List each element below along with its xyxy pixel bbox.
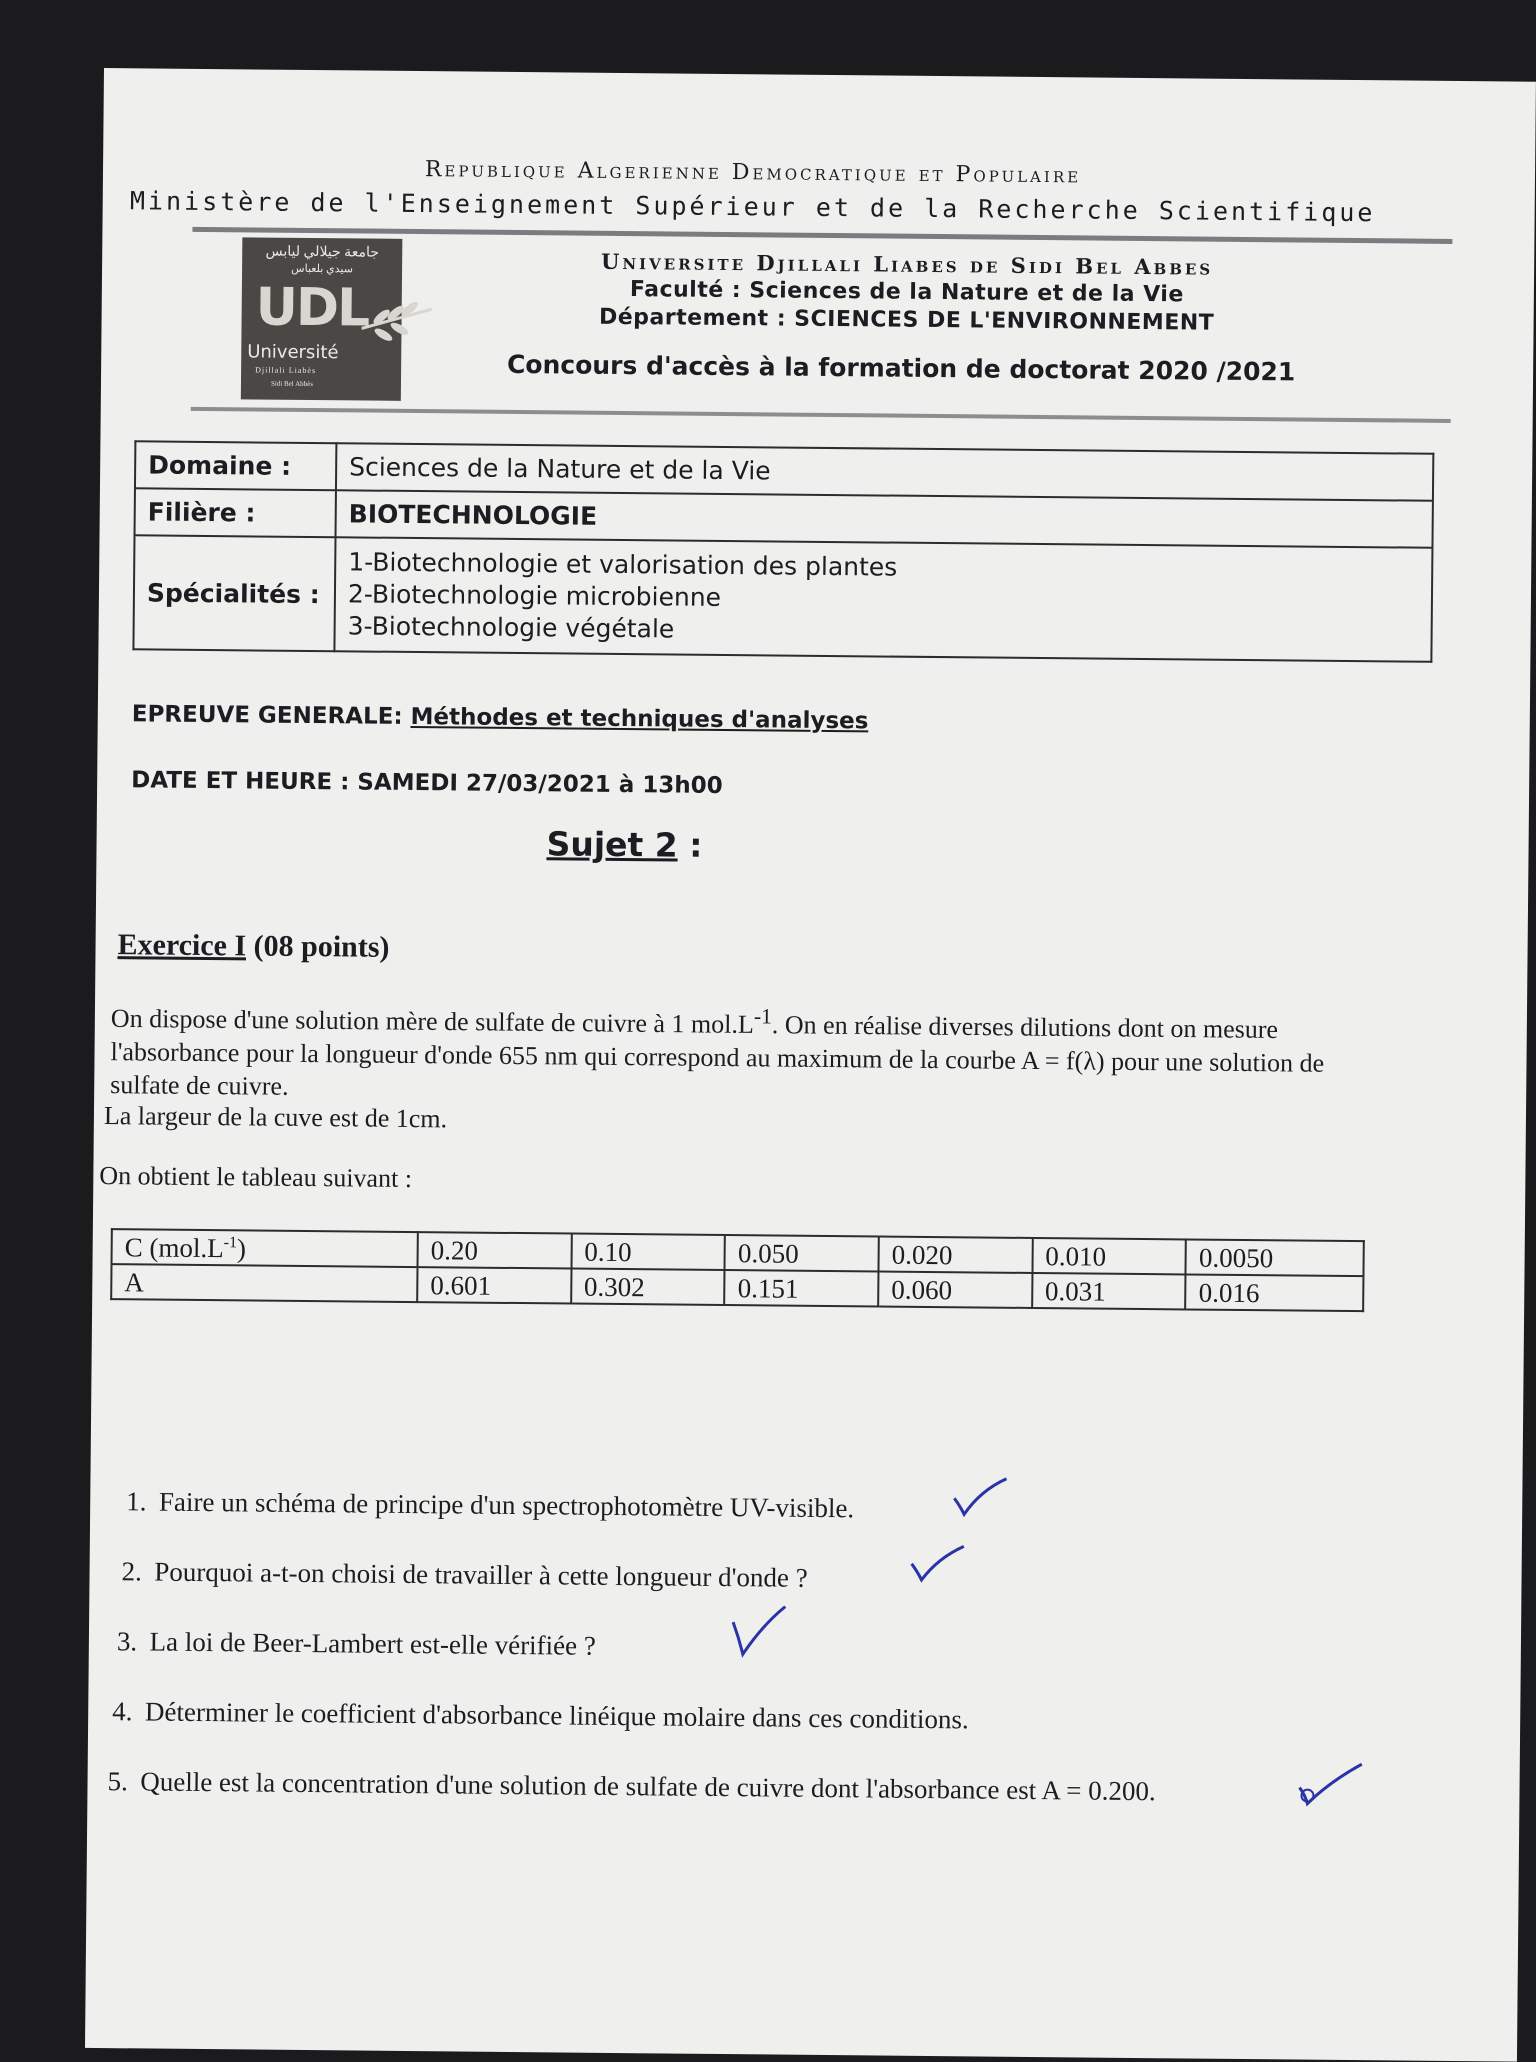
date-line: DATE ET HEURE : SAMEDI 27/03/2021 à 13h00: [131, 767, 723, 799]
absorbance-cell: 0.151: [724, 1270, 878, 1306]
leaf-icon: [361, 268, 432, 389]
absorbance-header: A: [111, 1264, 417, 1302]
question-5: 5. Quelle est la concentration d'une solution de sulfate de cuivre dont l'absorbance est A = 0.200.: [107, 1766, 1156, 1807]
specialites-label: Spécialités :: [133, 535, 335, 651]
absorbance-cell: 0.601: [417, 1267, 571, 1303]
department-name: Département : SCIENCES DE L'ENVIRONNEMENT: [598, 304, 1215, 336]
concentration-cell: 0.0050: [1186, 1239, 1364, 1276]
faculty-name: Faculté : Sciences de la Nature et de la Vie: [629, 277, 1184, 308]
absorbance-cell: 0.060: [878, 1271, 1032, 1307]
exercise-title: Exercice I (08 points): [117, 928, 390, 964]
concentration-cell: 0.020: [878, 1236, 1032, 1272]
republic-header: Republique Algerienne Democratique et Populaire: [424, 157, 1082, 189]
concentration-cell: 0.050: [725, 1235, 879, 1271]
cuve-text: La largeur de la cuve est de 1cm.: [103, 1101, 448, 1134]
question-2: 2. Pourquoi a-t-on choisi de travailler à cette longueur d'onde ?: [121, 1556, 808, 1593]
filiere-value: BIOTECHNOLOGIE: [336, 490, 1433, 548]
epreuve-label: EPREUVE GENERALE:: [131, 701, 403, 730]
absorbance-cell: 0.016: [1185, 1274, 1363, 1311]
concentration-header: C $(mol.L^{-1})$: [112, 1229, 418, 1267]
tableau-intro: On obtient le tableau suivant :: [99, 1161, 413, 1194]
header-rule-bottom: [191, 407, 1451, 423]
domaine-value: Sciences de la Nature et de la Vie: [336, 443, 1433, 501]
data-table: [110, 1228, 1365, 1312]
info-table: [132, 440, 1434, 662]
epreuve-value: Méthodes et techniques d'analyses: [410, 703, 869, 735]
absorbance-cell: 0.031: [1032, 1273, 1186, 1309]
contest-title: Concours d'accès à la formation de doctorat 2020 /2021: [506, 349, 1296, 387]
question-3: 3. La loi de Beer-Lambert est-elle vérifiée ?: [116, 1626, 596, 1661]
sujet-title: Sujet 2 :: [546, 824, 703, 865]
university-logo: جامعة جيلالي ليابس سيدي بلعباس UDL Université Djillali Liabès Sidi Bel Abbès: [241, 237, 403, 401]
concentration-cell: 0.10: [571, 1234, 725, 1270]
exercise-statement: On dispose d'une solution mère de sulfate de cuivre à 1 $mol.L^{-1}$. On en réalise diverses dilutions dont on mesure l'absorbance pour la longueur d'onde 655 nm qui correspond au maximum de la courbe A = f(λ) pour une solution de sulfate de cuivre.: [110, 1003, 1325, 1101]
filiere-label: Filière :: [135, 488, 336, 537]
check-mark-icon: [1295, 1762, 1365, 1813]
check-mark-icon: [907, 1544, 967, 1589]
domaine-label: Domaine :: [135, 441, 336, 490]
concentration-cell: 0.20: [418, 1232, 572, 1268]
specialite-item: 2-Biotechnologie microbienne: [347, 579, 722, 612]
check-mark-icon: [729, 1604, 790, 1661]
specialite-item: 3-Biotechnologie végétale: [347, 611, 675, 644]
absorbance-cell: 0.302: [571, 1269, 725, 1305]
university-name: Universite Djillali Liabes de Sidi Bel Abbes: [600, 248, 1214, 280]
concentration-cell: 0.010: [1032, 1238, 1186, 1274]
question-1: 1. Faire un schéma de principe d'un spectrophotomètre UV-visible.: [126, 1486, 855, 1524]
ministry-header: Ministère de l'Enseignement Supérieur et de la Recherche Scientifique: [129, 186, 1376, 228]
question-4: 4. Déterminer le coefficient d'absorbance linéique molaire dans ces conditions.: [112, 1696, 969, 1735]
check-mark-icon: [950, 1476, 1010, 1521]
specialites-list: [334, 537, 1432, 662]
epreuve-line: [132, 701, 869, 734]
specialite-item: 1-Biotechnologie et valorisation des plantes: [348, 547, 898, 582]
exam-sheet: [85, 68, 1536, 2062]
table-row: [133, 535, 1432, 661]
